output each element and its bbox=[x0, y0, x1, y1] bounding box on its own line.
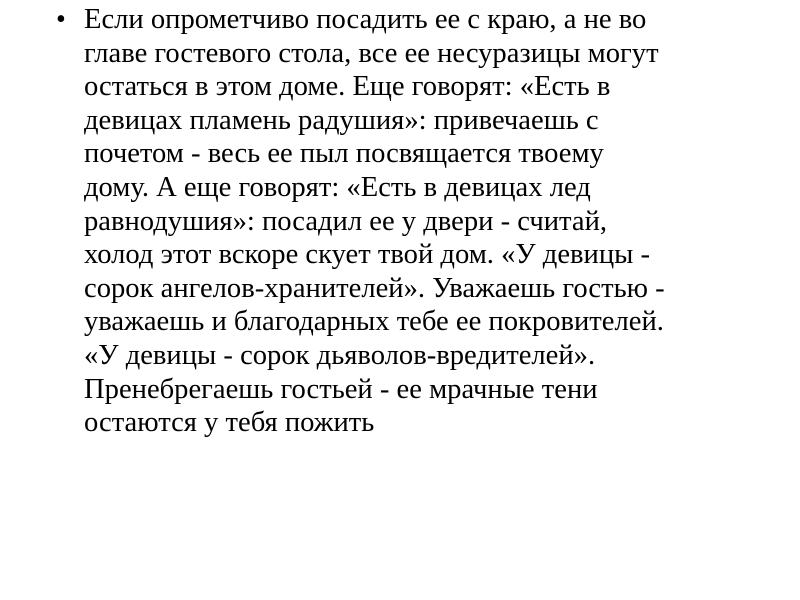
paragraph-line-5: почетом - весь ее пыл посвящается твоему bbox=[84, 138, 604, 170]
paragraph-line-7: равнодушия»: посадил ее у двери - считай, bbox=[84, 205, 608, 237]
bullet-point-icon: • bbox=[56, 4, 66, 35]
bullet-list bbox=[56, 3, 736, 440]
paragraph-line-8: холод этот вскоре скует твой дом. «У девицы - bbox=[84, 239, 651, 271]
paragraph-line-10: уважаешь и благодарных тебе ее покровителей. bbox=[84, 306, 664, 338]
paragraph-line-9: сорок ангелов-хранителей». Уважаешь гостью - bbox=[84, 272, 665, 304]
paragraph-line-4: девицах пламень радушия»: привечаешь с bbox=[84, 104, 599, 136]
paragraph-line-6: дому. А еще говорят: «Есть в девицах лед bbox=[84, 171, 591, 203]
paragraph-line-11: «У девицы - сорок дьяволов-вредителей». bbox=[84, 339, 596, 371]
paragraph-line-12: Пренебрегаешь гостьей - ее мрачные тени bbox=[84, 373, 598, 405]
paragraph-line-2: главе гостевого стола, все ее несуразицы могут bbox=[84, 37, 659, 69]
paragraph-line-13: остаются у тебя пожить bbox=[84, 407, 375, 439]
paragraph-line-1: Если опрометчиво посадить ее с краю, а не во bbox=[84, 4, 647, 35]
paragraph-line-3: остаться в этом доме. Еще говорят: «Есть в bbox=[84, 71, 611, 103]
bullet-item bbox=[56, 3, 736, 440]
